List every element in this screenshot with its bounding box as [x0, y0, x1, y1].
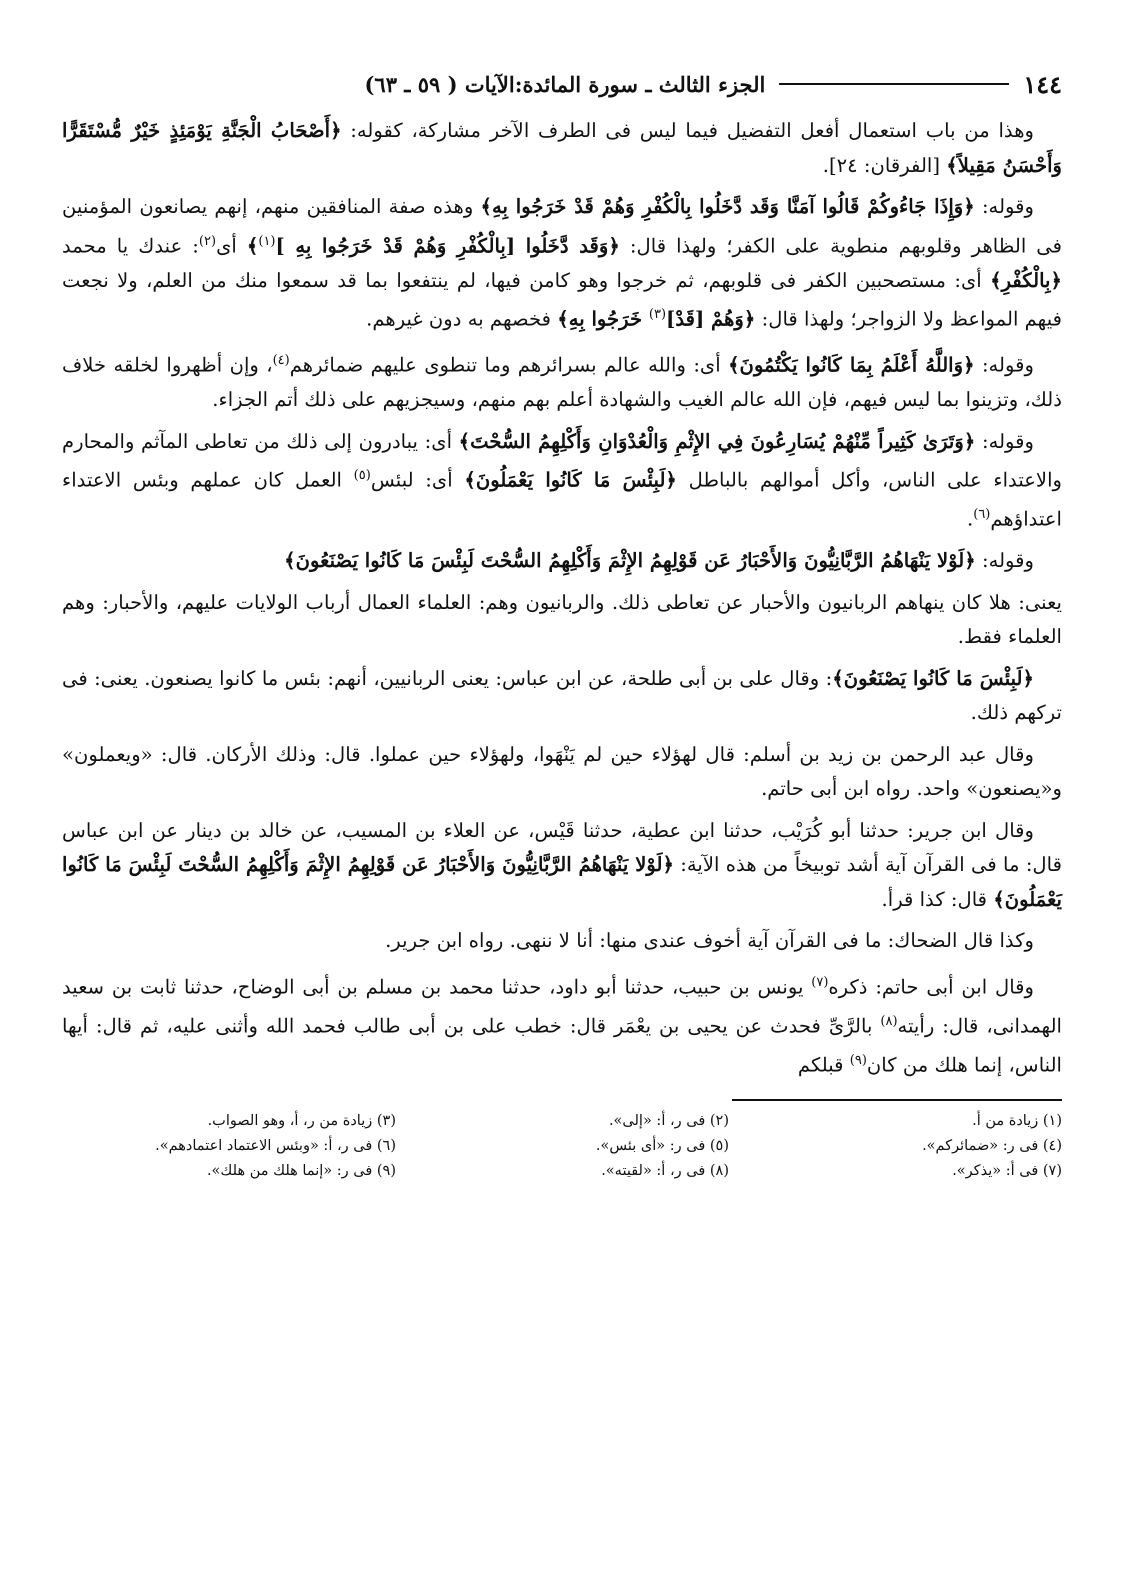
text-segment: يعنى: هلا كان ينهاهم الربانيون والأحبار عن تعاطى ذلك. والربانيون وهم: العلماء العمال أرباب الولايات عليهم، والأحبار: وهم العلماء فقط.: [62, 590, 1062, 649]
text-segment: [الفرقان: ٢٤].: [822, 153, 947, 177]
quran-verse: خَرَجُوا بِهِ﴾: [557, 307, 649, 331]
text-segment: يونس بن حبيب، حدثنا أبو داود، حدثنا محمد بن مسلم بن أبى الوضاح، حدثنا ثابت بن سعيد الهمدانى، قال: رأيته: [62, 975, 1062, 1038]
footnote: (٤) فى ر: «ضمائركم».: [922, 1137, 1062, 1154]
footnote: (١) زيادة من أ.: [972, 1112, 1062, 1129]
page-header: [62, 62, 1062, 106]
footnote: (٨) فى ر، أ: «لقيته».: [601, 1162, 729, 1179]
footnote-marker: (٤): [272, 353, 290, 369]
paragraph: [62, 544, 1062, 579]
footnote-marker: (٦): [973, 507, 991, 523]
footnote: (٢) فى ر، أ: «إلى».: [608, 1112, 729, 1129]
footnote-marker: (٧): [811, 974, 829, 990]
text-segment: أى: مستصحبين الكفر فى قلوبهم، ثم خرجوا وهو كامن فيها، لم ينتفعوا بما قد سمعوا منك من العلم، ولا نجعت فيهم المواعظ ولا الزواجر؛ ولهذا قال:: [62, 268, 1062, 331]
text-segment: أى: يبادرون إلى ذلك من تعاطى المآثم والمحارم والاعتداء على الناس، وأكل أموالهم بالباطل: [62, 429, 1063, 492]
text-segment: .: [967, 507, 974, 531]
quran-verse: ﴿لَوْلا يَنْهَاهُمُ الرَّبَّانِيُّونَ وَالأَحْبَارُ عَن قَوْلِهِمُ الإِثْمَ وَأَكْلِهِمُ السُّحْتَ لَبِئْسَ مَا كَانُوا يَعْمَلُونَ﴾: [62, 853, 1062, 911]
text-segment: وقوله:: [974, 353, 1034, 377]
footnote-row: [62, 1159, 1062, 1184]
quran-verse: ﴾: [246, 234, 259, 258]
text-segment: وقال ابن جرير: حدثنا أبو كُرَيْب، حدثنا ابن عطية، حدثنا قَيْس، عن العلاء بن المسيب، عن خالد بن دينار عن ابن عباس قال: ما فى القرآن آية أشد توبيخاً من هذه الآية:: [62, 818, 1063, 877]
footnote-marker: (٨): [880, 1013, 898, 1029]
footnote-row: [62, 1134, 1062, 1159]
quran-verse: ﴿لَبِئْسَ مَا كَانُوا يَعْمَلُونَ﴾: [464, 468, 677, 492]
footnote-marker: (٣): [648, 307, 667, 323]
paragraph: [62, 425, 1062, 538]
book-page: [62, 62, 1062, 1542]
text-segment: وهذا من باب استعمال أفعل التفضيل فيما ليس فى الطرف الآخر مشاركة، كقوله:: [341, 119, 1034, 142]
paragraph: [62, 586, 1062, 655]
text-segment: بالرَّىِّ فحدث عن يحيى بن يعْمَر قال: خطب على بن أبى طالب فحمد الله وأثنى عليه، ثم قال: أيها الناس، إنما هلك من كان: [62, 1014, 1062, 1077]
footnote-row: [62, 1109, 1062, 1134]
text-segment: قبلكم: [797, 1053, 850, 1077]
text-segment: : عندك يا محمد: [62, 234, 199, 258]
text-segment: وقوله:: [974, 195, 1034, 218]
footnote: (٣) زيادة من ر، أ، وهو الصواب.: [207, 1112, 396, 1129]
paragraph: [62, 966, 1062, 1083]
quran-verse: ﴿لَوْلا يَنْهَاهُمُ الرَّبَّانِيُّونَ وَالأَحْبَارُ عَن قَوْلِهِمُ الإِثْمَ وَأَكْلِهِمُ السُّحْتَ لَبِئْسَ مَا كَانُوا يَصْنَعُونَ﴾: [284, 549, 976, 573]
paragraph: [62, 190, 1062, 337]
paragraph: [62, 114, 1062, 183]
text-segment: أى: والله عالم بسرائرهم وما تنطوى عليهم ضمائرهم: [289, 353, 729, 377]
quran-verse: ﴿وَتَرَىٰ كَثِيراً مِّنْهُمْ يُسَارِعُونَ فِي الإِثْمِ وَالْعُدْوَانِ وَأَكْلِهِمُ السُّحْتَ﴾: [458, 429, 976, 453]
quran-verse: ﴿بِالْكُفْرِ﴾: [990, 268, 1062, 292]
footnote: (٩) فى ر: «إنما هلك من هلك».: [206, 1162, 396, 1179]
page-number: ١٤٤: [1023, 69, 1062, 99]
footnote-marker: (٩): [849, 1052, 867, 1068]
paragraph: [62, 344, 1062, 418]
text-segment: ، وإن أظهروا لخلقه خلاف ذلك، وتزينوا بما ليس فيهم، فإن الله عالم الغيب والشهادة أعلم بهم منهم، وسيجزيهم على ذلك أتم الجزاء.: [62, 353, 1062, 412]
paragraph: [62, 738, 1062, 807]
text-segment: فخصهم به دون غيرهم.: [366, 307, 558, 331]
footnote: (٥) فى ر: «أى بئس».: [595, 1137, 729, 1154]
text-segment: : وقال على بن أبى طلحة، عن ابن عباس: يعنى الربانيين، أنهم: بئس ما كانوا يصنعون. يعنى: فى تركهم ذلك.: [62, 666, 1062, 725]
text-segment: وكذا قال الضحاك: ما فى القرآن آية أخوف عندى منها: أنا لا ننهى. رواه ابن جرير.: [385, 929, 1034, 953]
text-segment: وقال عبد الرحمن بن زيد بن أسلم: قال لهؤلاء حين لم يَنْهَوا، ولهؤلاء حين عملوا. قال: وذلك الأركان. قال: «ويعملون» و«يصنعون» واحد. رواه ابن أبى حاتم.: [62, 742, 1062, 801]
header-rule: [779, 83, 1009, 85]
footnote: (٦) فى ر، أ: «وبئس الاعتماد اعتمادهم».: [155, 1137, 396, 1154]
footnote-separator: [732, 1099, 1062, 1101]
quran-verse: ﴿وَقَد دَّخَلُوا [بِالْكُفْرِ وَهُمْ قَدْ خَرَجُوا بِهِ ]: [275, 234, 620, 258]
quran-verse: ﴿وَاللَّهُ أَعْلَمُ بِمَا كَانُوا يَكْتُمُونَ﴾: [728, 353, 975, 377]
text-segment: أى: لبئس: [370, 468, 465, 492]
body-text: [62, 114, 1062, 1083]
footnotes: [62, 1109, 1062, 1184]
paragraph: [62, 814, 1062, 918]
running-title: الجزء الثالث ـ سورة المائدة:الآيات ( ٥٩ ـ ٦٣): [364, 71, 766, 97]
footnote-marker: (٥): [353, 468, 371, 484]
text-segment: العمل كان عملهم وبئس الاعتداء اعتداؤهم: [62, 468, 1062, 531]
quran-verse: ﴿أَصْحَابُ الْجَنَّةِ يَوْمَئِذٍ خَيْرٌ مُّسْتَقَرًّا وَأَحْسَنُ مَقِيلاً﴾: [62, 119, 1062, 177]
footnote: (٧) فى أ: «يذكر».: [952, 1162, 1062, 1179]
text-segment: وهذه صفة المنافقين منهم، إنهم يصانعون المؤمنين فى الظاهر وقلوبهم منطوية على الكفر؛ ولهذا قال:: [62, 195, 1062, 258]
text-segment: وقوله:: [975, 429, 1034, 453]
text-segment: وقال ابن أبى حاتم: ذكره: [828, 975, 1034, 999]
quran-verse: ﴿لَبِئْسَ مَا كَانُوا يَصْنَعُونَ﴾: [832, 666, 1034, 690]
paragraph: [62, 924, 1062, 959]
text-segment: وقوله:: [975, 549, 1034, 573]
text-segment: قال: كذا قرأ.: [881, 887, 994, 911]
footnote-marker: (١): [258, 233, 276, 249]
quran-verse: ﴿وَهُمْ [قَدْ]: [666, 307, 756, 331]
paragraph: [62, 662, 1062, 731]
footnote-marker: (٢): [198, 233, 217, 249]
quran-verse: ﴿وَإِذَا جَاءُوكُمْ قَالُوا آمَنَّا وَقَد دَّخَلُوا بِالْكُفْرِ وَهُمْ قَدْ خَرَجُوا بِهِ﴾: [480, 195, 975, 218]
text-segment: أى: [216, 234, 247, 258]
